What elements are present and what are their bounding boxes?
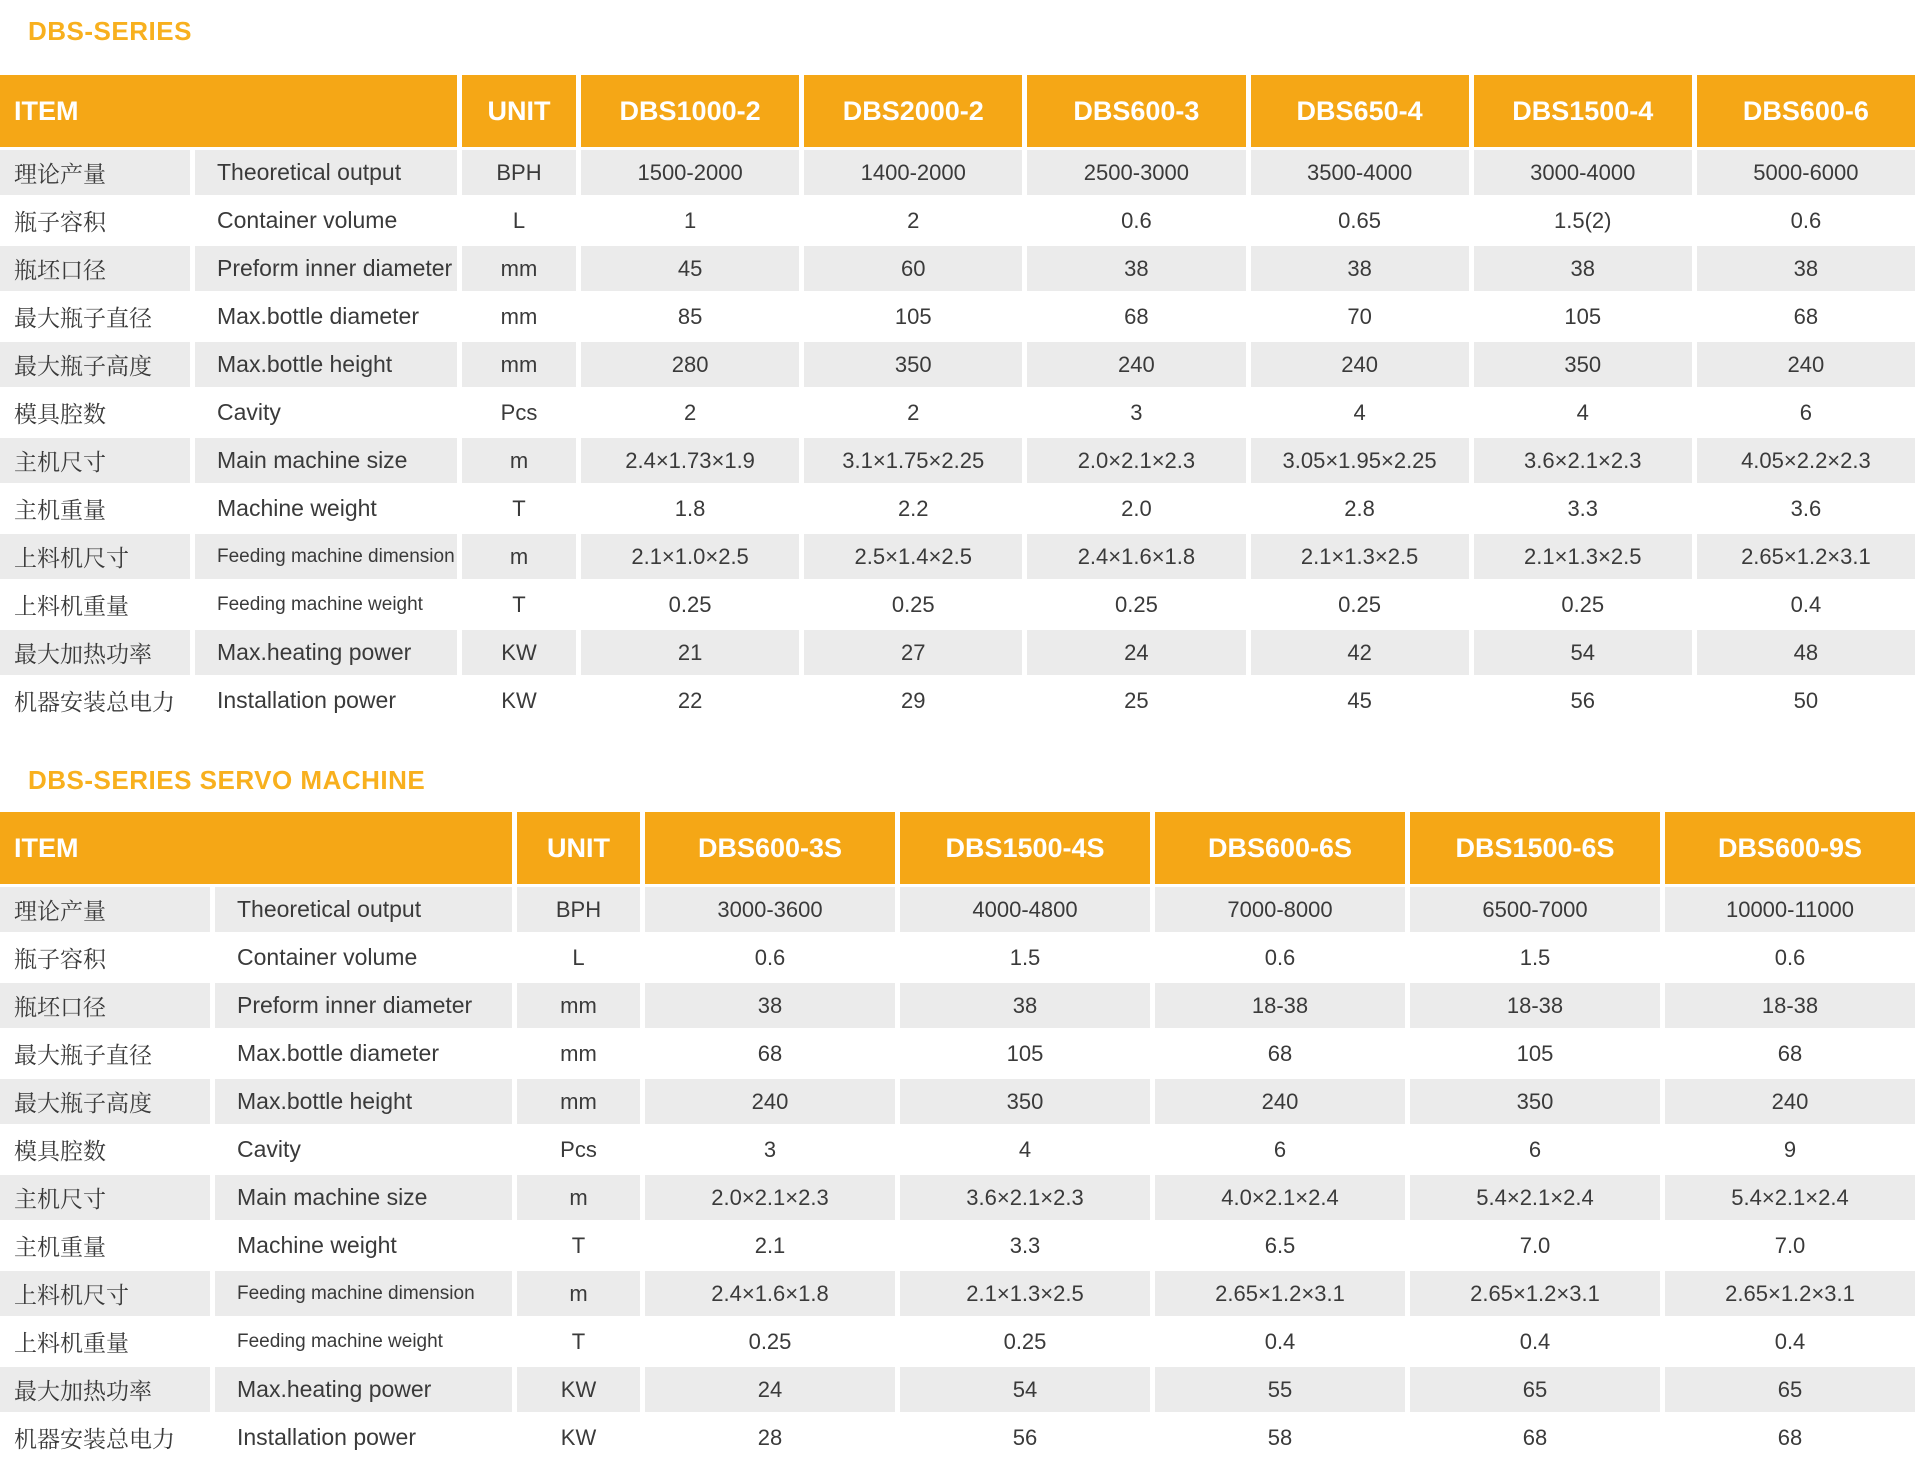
value-cell: 58 [1155, 1415, 1405, 1460]
value-cell: 5.4×2.1×2.4 [1665, 1175, 1915, 1220]
value-cell: 3.3 [1474, 486, 1692, 531]
item-label-en: Theoretical output [215, 887, 512, 932]
unit-cell: mm [517, 983, 640, 1028]
item-label-en: Feeding machine dimension [195, 534, 457, 579]
value-cell: 3.05×1.95×2.25 [1251, 438, 1469, 483]
value-cell: 68 [1027, 294, 1245, 339]
model-column-header: DBS1500-6S [1410, 812, 1660, 884]
value-cell: 2.5×1.4×2.5 [804, 534, 1022, 579]
value-cell: 350 [804, 342, 1022, 387]
unit-cell: mm [462, 342, 576, 387]
value-cell: 3.6×2.1×2.3 [900, 1175, 1150, 1220]
item-label-cn: 最大瓶子直径 [0, 1031, 210, 1076]
value-cell: 4.0×2.1×2.4 [1155, 1175, 1405, 1220]
value-cell: 350 [1410, 1079, 1660, 1124]
value-cell: 3000-4000 [1474, 150, 1692, 195]
value-cell: 1400-2000 [804, 150, 1022, 195]
value-cell: 27 [804, 630, 1022, 675]
value-cell: 2.8 [1251, 486, 1469, 531]
item-label-en: Max.bottle height [195, 342, 457, 387]
value-cell: 24 [1027, 630, 1245, 675]
model-column-header: DBS1000-2 [581, 75, 799, 147]
value-cell: 2 [804, 390, 1022, 435]
value-cell: 1.5(2) [1474, 198, 1692, 243]
value-cell: 45 [1251, 678, 1469, 723]
value-cell: 68 [1665, 1415, 1915, 1460]
value-cell: 3500-4000 [1251, 150, 1469, 195]
value-cell: 1.5 [900, 935, 1150, 980]
item-column-header: ITEM [0, 75, 457, 147]
unit-column-header: UNIT [462, 75, 576, 147]
value-cell: 25 [1027, 678, 1245, 723]
value-cell: 65 [1665, 1367, 1915, 1412]
item-label-en: Max.bottle height [215, 1079, 512, 1124]
item-label-en: Max.bottle diameter [215, 1031, 512, 1076]
spec-table-dbs-series [0, 75, 1915, 723]
value-cell: 18-38 [1155, 983, 1405, 1028]
section-dbs-series [0, 16, 1915, 723]
item-label-cn: 模具腔数 [0, 390, 190, 435]
item-label-cn: 理论产量 [0, 150, 190, 195]
value-cell: 10000-11000 [1665, 887, 1915, 932]
value-cell: 6500-7000 [1410, 887, 1660, 932]
value-cell: 0.4 [1410, 1319, 1660, 1364]
model-column-header: DBS2000-2 [804, 75, 1022, 147]
item-label-cn: 主机尺寸 [0, 438, 190, 483]
item-label-en: Preform inner diameter [215, 983, 512, 1028]
value-cell: 2.65×1.2×3.1 [1697, 534, 1915, 579]
value-cell: 2.1 [645, 1223, 895, 1268]
unit-cell: mm [462, 246, 576, 291]
value-cell: 3.1×1.75×2.25 [804, 438, 1022, 483]
value-cell: 3.6 [1697, 486, 1915, 531]
item-label-en: Feeding machine weight [215, 1319, 512, 1364]
item-label-en: Main machine size [195, 438, 457, 483]
value-cell: 2.2 [804, 486, 1022, 531]
value-cell: 0.25 [581, 582, 799, 627]
item-label-cn: 瓶坯口径 [0, 983, 210, 1028]
unit-cell: T [462, 582, 576, 627]
item-label-en: Max.bottle diameter [195, 294, 457, 339]
item-label-en: Cavity [195, 390, 457, 435]
value-cell: 2.65×1.2×3.1 [1155, 1271, 1405, 1316]
value-cell: 22 [581, 678, 799, 723]
value-cell: 68 [645, 1031, 895, 1076]
value-cell: 5000-6000 [1697, 150, 1915, 195]
value-cell: 28 [645, 1415, 895, 1460]
value-cell: 6 [1697, 390, 1915, 435]
value-cell: 5.4×2.1×2.4 [1410, 1175, 1660, 1220]
unit-cell: mm [517, 1031, 640, 1076]
value-cell: 29 [804, 678, 1022, 723]
value-cell: 0.6 [1697, 198, 1915, 243]
value-cell: 7.0 [1410, 1223, 1660, 1268]
value-cell: 38 [1474, 246, 1692, 291]
model-column-header: DBS1500-4S [900, 812, 1150, 884]
value-cell: 60 [804, 246, 1022, 291]
value-cell: 240 [1155, 1079, 1405, 1124]
value-cell: 3000-3600 [645, 887, 895, 932]
value-cell: 0.25 [1251, 582, 1469, 627]
value-cell: 240 [1027, 342, 1245, 387]
value-cell: 240 [1665, 1079, 1915, 1124]
value-cell: 38 [1697, 246, 1915, 291]
item-label-en: Cavity [215, 1127, 512, 1172]
value-cell: 4 [1251, 390, 1469, 435]
value-cell: 0.6 [1155, 935, 1405, 980]
value-cell: 42 [1251, 630, 1469, 675]
value-cell: 2.65×1.2×3.1 [1410, 1271, 1660, 1316]
value-cell: 2.1×1.3×2.5 [1474, 534, 1692, 579]
value-cell: 4 [900, 1127, 1150, 1172]
model-column-header: DBS600-6 [1697, 75, 1915, 147]
unit-cell: L [462, 198, 576, 243]
value-cell: 38 [1027, 246, 1245, 291]
model-column-header: DBS1500-4 [1474, 75, 1692, 147]
value-cell: 2.0×2.1×2.3 [1027, 438, 1245, 483]
item-label-cn: 理论产量 [0, 887, 210, 932]
value-cell: 2 [804, 198, 1022, 243]
value-cell: 2500-3000 [1027, 150, 1245, 195]
value-cell: 0.6 [645, 935, 895, 980]
unit-cell: BPH [462, 150, 576, 195]
value-cell: 2.1×1.3×2.5 [900, 1271, 1150, 1316]
value-cell: 85 [581, 294, 799, 339]
value-cell: 55 [1155, 1367, 1405, 1412]
item-label-cn: 机器安装总电力 [0, 1415, 210, 1460]
value-cell: 240 [1251, 342, 1469, 387]
value-cell: 350 [1474, 342, 1692, 387]
unit-cell: m [462, 534, 576, 579]
unit-cell: mm [462, 294, 576, 339]
item-label-cn: 机器安装总电力 [0, 678, 190, 723]
item-label-cn: 最大瓶子高度 [0, 1079, 210, 1124]
value-cell: 68 [1155, 1031, 1405, 1076]
value-cell: 105 [1474, 294, 1692, 339]
item-label-cn: 上料机尺寸 [0, 534, 190, 579]
value-cell: 4000-4800 [900, 887, 1150, 932]
value-cell: 3.6×2.1×2.3 [1474, 438, 1692, 483]
unit-cell: KW [462, 678, 576, 723]
value-cell: 2.0 [1027, 486, 1245, 531]
value-cell: 2 [581, 390, 799, 435]
unit-cell: KW [517, 1367, 640, 1412]
value-cell: 240 [1697, 342, 1915, 387]
unit-cell: KW [517, 1415, 640, 1460]
value-cell: 24 [645, 1367, 895, 1412]
value-cell: 105 [804, 294, 1022, 339]
unit-cell: Pcs [517, 1127, 640, 1172]
value-cell: 4.05×2.2×2.3 [1697, 438, 1915, 483]
value-cell: 2.65×1.2×3.1 [1665, 1271, 1915, 1316]
value-cell: 2.1×1.0×2.5 [581, 534, 799, 579]
item-label-en: Feeding machine dimension [215, 1271, 512, 1316]
value-cell: 2.4×1.6×1.8 [645, 1271, 895, 1316]
value-cell: 9 [1665, 1127, 1915, 1172]
value-cell: 4 [1474, 390, 1692, 435]
item-label-en: Container volume [215, 935, 512, 980]
value-cell: 38 [645, 983, 895, 1028]
value-cell: 0.25 [1027, 582, 1245, 627]
value-cell: 0.25 [1474, 582, 1692, 627]
value-cell: 68 [1697, 294, 1915, 339]
item-label-en: Machine weight [195, 486, 457, 531]
item-label-en: Max.heating power [195, 630, 457, 675]
unit-cell: m [517, 1175, 640, 1220]
value-cell: 0.25 [804, 582, 1022, 627]
spec-table-dbs-series-servo [0, 812, 1915, 1460]
value-cell: 0.6 [1665, 935, 1915, 980]
value-cell: 2.1×1.3×2.5 [1251, 534, 1469, 579]
item-label-cn: 最大瓶子直径 [0, 294, 190, 339]
value-cell: 0.65 [1251, 198, 1469, 243]
value-cell: 240 [645, 1079, 895, 1124]
item-label-cn: 瓶子容积 [0, 198, 190, 243]
value-cell: 7.0 [1665, 1223, 1915, 1268]
value-cell: 65 [1410, 1367, 1660, 1412]
value-cell: 0.4 [1665, 1319, 1915, 1364]
item-label-cn: 瓶坯口径 [0, 246, 190, 291]
value-cell: 56 [900, 1415, 1150, 1460]
unit-cell: mm [517, 1079, 640, 1124]
unit-cell: T [517, 1319, 640, 1364]
value-cell: 280 [581, 342, 799, 387]
unit-cell: L [517, 935, 640, 980]
item-label-cn: 上料机重量 [0, 582, 190, 627]
value-cell: 70 [1251, 294, 1469, 339]
item-label-en: Container volume [195, 198, 457, 243]
model-column-header: DBS600-9S [1665, 812, 1915, 884]
value-cell: 0.25 [900, 1319, 1150, 1364]
item-label-en: Installation power [215, 1415, 512, 1460]
section-dbs-series-servo [0, 765, 1915, 1460]
value-cell: 48 [1697, 630, 1915, 675]
value-cell: 18-38 [1410, 983, 1660, 1028]
item-label-cn: 主机尺寸 [0, 1175, 210, 1220]
value-cell: 0.4 [1697, 582, 1915, 627]
value-cell: 3 [645, 1127, 895, 1172]
item-label-en: Max.heating power [215, 1367, 512, 1412]
value-cell: 0.4 [1155, 1319, 1405, 1364]
value-cell: 1.5 [1410, 935, 1660, 980]
item-label-cn: 最大加热功率 [0, 630, 190, 675]
item-label-cn: 瓶子容积 [0, 935, 210, 980]
value-cell: 2.4×1.73×1.9 [581, 438, 799, 483]
value-cell: 6 [1155, 1127, 1405, 1172]
item-label-en: Theoretical output [195, 150, 457, 195]
value-cell: 0.6 [1027, 198, 1245, 243]
item-column-header: ITEM [0, 812, 512, 884]
value-cell: 54 [1474, 630, 1692, 675]
value-cell: 105 [1410, 1031, 1660, 1076]
value-cell: 3.3 [900, 1223, 1150, 1268]
value-cell: 50 [1697, 678, 1915, 723]
value-cell: 105 [900, 1031, 1150, 1076]
section-title-dbs-series-servo: DBS-SERIES SERVO MACHINE [28, 765, 426, 795]
value-cell: 18-38 [1665, 983, 1915, 1028]
value-cell: 6 [1410, 1127, 1660, 1172]
model-column-header: DBS600-6S [1155, 812, 1405, 884]
item-label-cn: 主机重量 [0, 486, 190, 531]
value-cell: 38 [900, 983, 1150, 1028]
item-label-en: Installation power [195, 678, 457, 723]
model-column-header: DBS600-3S [645, 812, 895, 884]
spec-sheet [0, 16, 1915, 1460]
model-column-header: DBS650-4 [1251, 75, 1469, 147]
value-cell: 68 [1410, 1415, 1660, 1460]
section-title-dbs-series: DBS-SERIES [28, 16, 192, 46]
item-label-en: Feeding machine weight [195, 582, 457, 627]
item-label-en: Preform inner diameter [195, 246, 457, 291]
item-label-cn: 上料机重量 [0, 1319, 210, 1364]
item-label-cn: 模具腔数 [0, 1127, 210, 1172]
unit-cell: Pcs [462, 390, 576, 435]
item-label-en: Machine weight [215, 1223, 512, 1268]
value-cell: 350 [900, 1079, 1150, 1124]
value-cell: 68 [1665, 1031, 1915, 1076]
unit-cell: m [462, 438, 576, 483]
value-cell: 0.25 [645, 1319, 895, 1364]
unit-cell: T [517, 1223, 640, 1268]
item-label-cn: 上料机尺寸 [0, 1271, 210, 1316]
value-cell: 6.5 [1155, 1223, 1405, 1268]
value-cell: 7000-8000 [1155, 887, 1405, 932]
unit-column-header: UNIT [517, 812, 640, 884]
unit-cell: BPH [517, 887, 640, 932]
item-label-en: Main machine size [215, 1175, 512, 1220]
value-cell: 21 [581, 630, 799, 675]
unit-cell: T [462, 486, 576, 531]
value-cell: 38 [1251, 246, 1469, 291]
value-cell: 3 [1027, 390, 1245, 435]
unit-cell: m [517, 1271, 640, 1316]
value-cell: 56 [1474, 678, 1692, 723]
item-label-cn: 最大加热功率 [0, 1367, 210, 1412]
value-cell: 1 [581, 198, 799, 243]
model-column-header: DBS600-3 [1027, 75, 1245, 147]
value-cell: 1.8 [581, 486, 799, 531]
unit-cell: KW [462, 630, 576, 675]
value-cell: 1500-2000 [581, 150, 799, 195]
value-cell: 2.0×2.1×2.3 [645, 1175, 895, 1220]
value-cell: 54 [900, 1367, 1150, 1412]
item-label-cn: 最大瓶子高度 [0, 342, 190, 387]
item-label-cn: 主机重量 [0, 1223, 210, 1268]
value-cell: 2.4×1.6×1.8 [1027, 534, 1245, 579]
value-cell: 45 [581, 246, 799, 291]
